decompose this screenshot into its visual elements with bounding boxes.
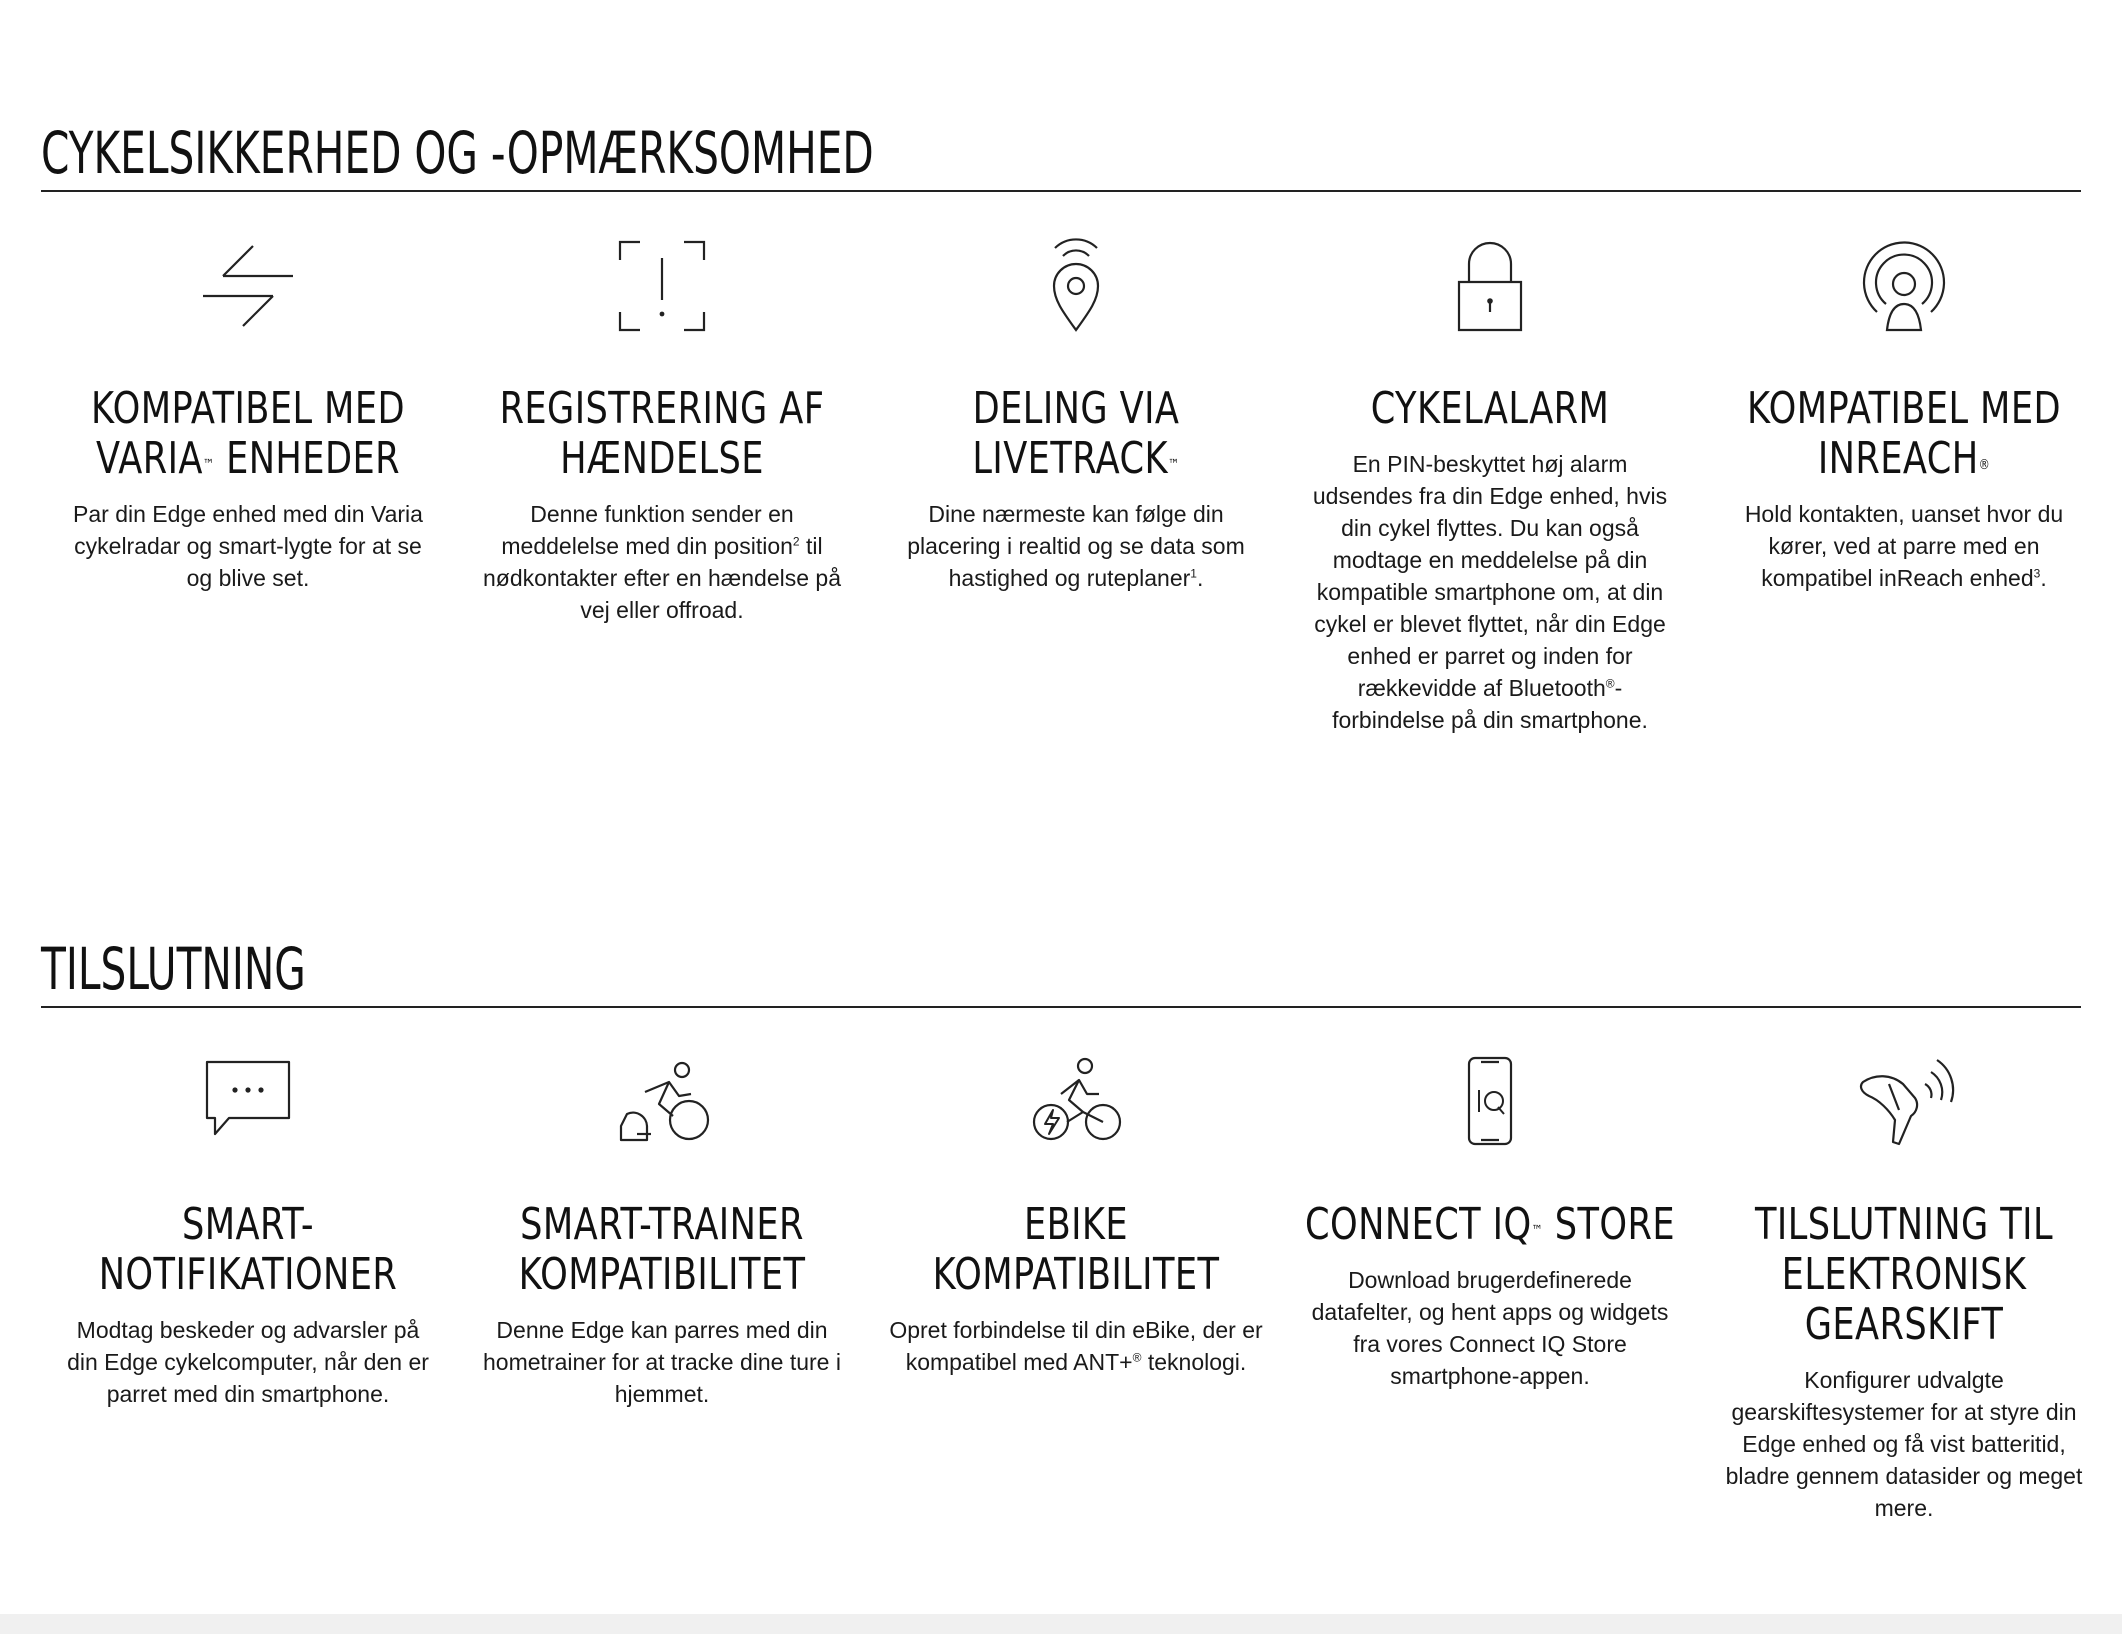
feature-title: CONNECT IQ™ STORE bbox=[1305, 1199, 1675, 1250]
feature-title: SMART-TRAINER KOMPATIBILITET bbox=[518, 1199, 806, 1300]
section-cycling-safety bbox=[41, 118, 2081, 733]
feature-card-smart-notifications bbox=[41, 1054, 455, 1524]
footer-bar bbox=[0, 1614, 2122, 1634]
feature-description: Konfigurer udvalgte gearskiftesystemer for at styre din Edge enhed og få vist batteritid, bladre gennem datasider og meget mere. bbox=[1725, 1367, 2083, 1521]
feature-description: Dine nærmeste kan følge din placering i realtid og se data som hastighed og ruteplaner$^1$. bbox=[907, 501, 1245, 591]
section-title: CYKELSIKKERHED OG -OPMÆRKSOMHED bbox=[41, 119, 874, 187]
shifter-signal-icon bbox=[1849, 1054, 1959, 1150]
feature-description: Par din Edge enhed med din Varia cykelradar og smart-lygte for at se og blive set. bbox=[73, 501, 423, 591]
feature-grid bbox=[41, 238, 2081, 736]
feature-title: CYKELALARM bbox=[1370, 383, 1610, 434]
feature-card-electronic-shifting bbox=[1697, 1054, 2111, 1524]
swap-arrows-icon bbox=[193, 238, 303, 334]
feature-title: EBIKE KOMPATIBILITET bbox=[932, 1199, 1220, 1300]
feature-description: Modtag beskeder og advarsler på din Edge cykelcomputer, når den er parret med din smartphone. bbox=[67, 1317, 429, 1407]
feature-card-varia bbox=[41, 238, 455, 736]
feature-card-incident-detection bbox=[455, 238, 869, 736]
feature-title: TILSLUTNING TIL ELEKTRONISK GEARSKIFT bbox=[1755, 1199, 2053, 1350]
feature-card-smart-trainer bbox=[455, 1054, 869, 1524]
feature-description: Denne funktion sender en meddelelse med din position$^2$ til nødkontakter efter en hændelse på vej eller offroad. bbox=[482, 501, 841, 623]
location-pin-broadcast-icon bbox=[1021, 238, 1131, 334]
section-divider bbox=[41, 1006, 2081, 1008]
feature-card-ebike bbox=[869, 1054, 1283, 1524]
padlock-icon bbox=[1435, 238, 1545, 334]
feature-card-bike-alarm bbox=[1283, 238, 1697, 736]
section-divider bbox=[41, 190, 2081, 192]
feature-title: DELING VIA LIVETRACK™ bbox=[972, 383, 1180, 484]
chat-bubble-icon bbox=[193, 1054, 303, 1150]
feature-description: Hold kontakten, uanset hvor du kører, ved at parre med en kompatibel inReach enhed$^3$. bbox=[1744, 501, 2064, 591]
incident-alert-icon bbox=[607, 238, 717, 334]
feature-title: KOMPATIBEL MED INREACH® bbox=[1747, 383, 2061, 484]
feature-card-connect-iq bbox=[1283, 1054, 1697, 1524]
feature-description: Opret forbindelse til din eBike, der er kompatibel med ANT+® teknologi. bbox=[889, 1317, 1263, 1375]
feature-description: Download brugerdefinerede datafelter, og hent apps og widgets fra vores Connect IQ Store smartphone-appen. bbox=[1311, 1267, 1669, 1389]
feature-title: KOMPATIBEL MED VARIA™ ENHEDER bbox=[91, 383, 405, 484]
ebike-cyclist-icon bbox=[1021, 1054, 1131, 1150]
connect-iq-phone-icon bbox=[1435, 1054, 1545, 1150]
smart-trainer-cyclist-icon bbox=[607, 1054, 717, 1150]
feature-description: En PIN-beskyttet høj alarm udsendes fra din Edge enhed, hvis din cykel flyttes. Du kan også modtage en meddelelse på din kompatible smartphone om, at din cykel er blevet flyttet, når din Edge enhed er parret og inden for rækkevidde af Bluetooth®-forbindelse på din smartphone. bbox=[1312, 451, 1668, 733]
section-connectivity bbox=[41, 934, 2083, 1521]
feature-title: REGISTRERING AF HÆNDELSE bbox=[499, 383, 825, 484]
feature-grid bbox=[41, 1054, 2081, 1524]
feature-card-inreach bbox=[1697, 238, 2111, 736]
section-title: TILSLUTNING bbox=[41, 935, 306, 1003]
feature-description: Denne Edge kan parres med din hometrainer for at tracke dine ture i hjemmet. bbox=[483, 1317, 841, 1407]
person-broadcast-icon bbox=[1849, 238, 1959, 334]
feature-card-livetrack bbox=[869, 238, 1283, 736]
feature-title: SMART- NOTIFIKATIONER bbox=[98, 1199, 398, 1300]
